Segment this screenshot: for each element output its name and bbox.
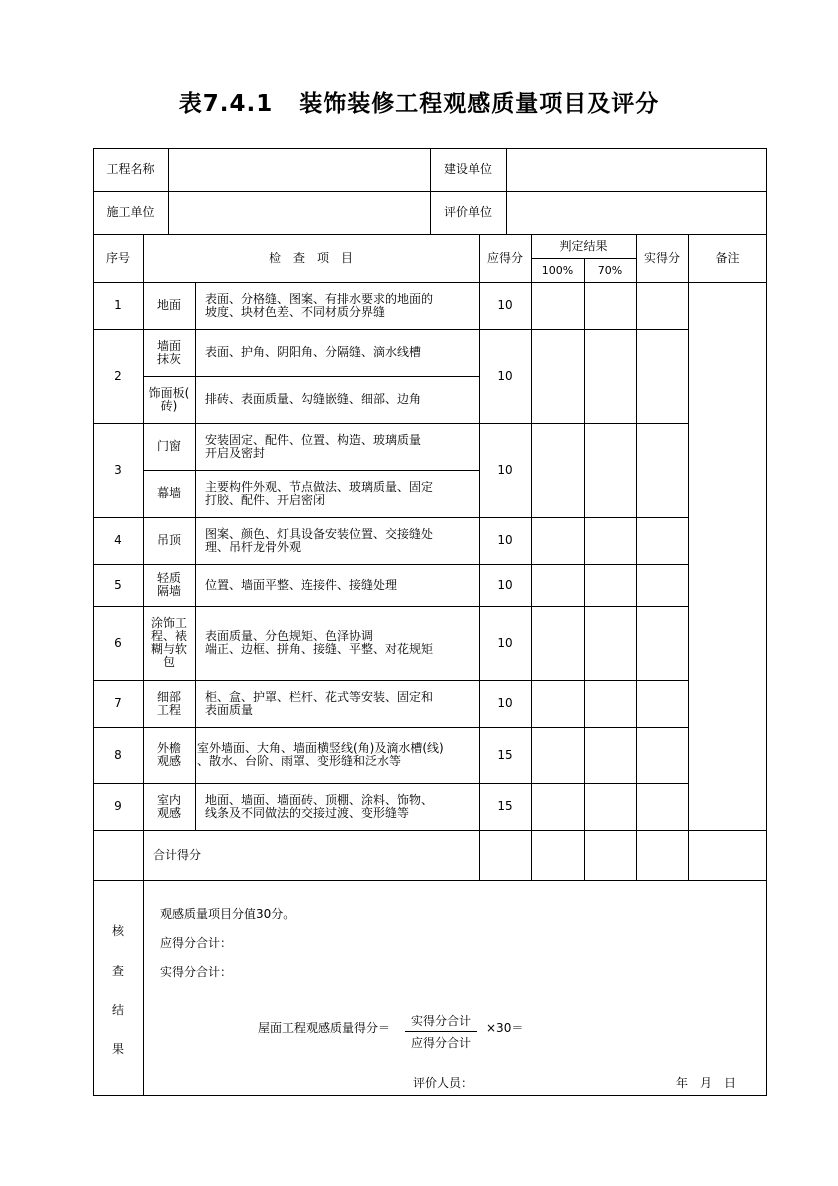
row-8-cat: 外檐 观感 <box>156 741 181 768</box>
row-7-seq: 7 <box>114 696 122 710</box>
row-3b-desc: 主要构件外观、节点做法、玻璃质量、固定 打胶、配件、开启密闭 <box>205 479 434 507</box>
col-actual: 实得分 <box>643 250 680 265</box>
formula-denominator: 应得分合计 <box>410 1036 471 1050</box>
row-8-desc: 室外墙面、大角、墙面横竖线(角)及滴水槽(线) 、散水、台阶、雨罩、变形缝和泛水等 <box>197 741 444 768</box>
col-remark: 备注 <box>715 250 740 265</box>
col-seq: 序号 <box>105 250 130 265</box>
formula-numerator: 实得分合计 <box>405 1012 477 1032</box>
row-6-score: 10 <box>497 635 513 650</box>
row-6-desc: 表面质量、分色规矩、色泽协调 端正、边框、拼角、接缝、平整、对花规矩 <box>205 629 434 656</box>
row-3a-cat: 门窗 <box>156 439 181 453</box>
row-6-seq: 6 <box>114 635 122 650</box>
row-4-score: 10 <box>497 533 513 547</box>
col-item: 检 查 项 目 <box>268 250 353 265</box>
row-3b-cat: 幕墙 <box>156 486 181 500</box>
row-8-score: 15 <box>497 747 513 762</box>
total-label: 合计得分 <box>153 847 202 862</box>
row-2b-desc: 排砖、表面质量、勾缝嵌缝、细部、边角 <box>205 392 422 406</box>
result-side-char-1: 核 <box>112 924 125 938</box>
row-2-seq: 2 <box>114 368 122 383</box>
row-2a-desc: 表面、护角、阴阳角、分隔缝、滴水线槽 <box>205 345 422 359</box>
col-100: 100% <box>541 263 574 277</box>
row-6-cat: 涂饰工 程、裱 糊与软 包 <box>150 616 187 669</box>
result-line-1: 观感质量项目分值30分。 <box>160 907 296 921</box>
row-9-seq: 9 <box>114 799 122 813</box>
result-side-char-4: 果 <box>112 1042 125 1056</box>
row-2b-cat: 饰面板( 砖) <box>148 385 190 413</box>
table-number: 表7.4.1 <box>178 91 274 117</box>
row-1-desc: 表面、分格缝、图案、有排水要求的地面的 坡度、块材色差、不同材质分界缝 <box>205 291 434 319</box>
row-7-desc: 柜、盒、护罩、栏杆、花式等安装、固定和 表面质量 <box>205 689 434 717</box>
col-judge: 判定结果 <box>559 238 608 253</box>
row-4-desc: 图案、颜色、灯具设备安装位置、交接缝处 理、吊杆龙骨外观 <box>205 526 434 554</box>
construct-unit-label: 施工单位 <box>106 205 155 219</box>
project-name-label: 工程名称 <box>106 162 155 176</box>
table-title: 装饰装修工程观感质量项目及评分 <box>299 91 660 117</box>
result-line-3: 实得分合计： <box>160 965 233 979</box>
result-side-char-2: 查 <box>112 964 125 978</box>
row-5-desc: 位置、墙面平整、连接件、接缝处理 <box>205 577 398 592</box>
result-line-2: 应得分合计： <box>160 936 233 950</box>
row-8-seq: 8 <box>114 747 122 762</box>
date-label: 年 月 日 <box>676 1076 737 1090</box>
row-3-score: 10 <box>497 462 513 477</box>
row-2-score: 10 <box>497 368 513 383</box>
row-4-cat: 吊顶 <box>156 533 181 547</box>
row-3a-desc: 安装固定、配件、位置、构造、玻璃质量 开启及密封 <box>205 432 422 460</box>
row-5-cat: 轻质 隔墙 <box>156 571 181 598</box>
row-7-score: 10 <box>497 696 513 710</box>
row-1-score: 10 <box>497 298 513 312</box>
formula-right: ×30＝ <box>486 1021 524 1035</box>
row-9-score: 15 <box>497 799 513 813</box>
row-7-cat: 细部 工程 <box>156 689 181 717</box>
col-70: 70% <box>597 263 623 277</box>
formula-left: 屋面工程观感质量得分＝ <box>258 1021 391 1035</box>
row-1-cat: 地面 <box>156 298 181 312</box>
row-5-score: 10 <box>497 577 513 592</box>
row-9-cat: 室内 观感 <box>156 792 181 820</box>
row-3-seq: 3 <box>114 462 122 477</box>
formula-fraction <box>405 1012 477 1051</box>
evaluate-unit-label: 评价单位 <box>443 205 492 219</box>
row-5-seq: 5 <box>114 577 122 592</box>
evaluator-label: 评价人员： <box>413 1076 474 1090</box>
build-unit-label: 建设单位 <box>443 162 492 176</box>
row-9-desc: 地面、墙面、墙面砖、顶棚、涂料、饰物、 线条及不同做法的交接过渡、变形缝等 <box>205 792 434 820</box>
row-4-seq: 4 <box>114 533 122 547</box>
col-expected: 应得分 <box>486 250 523 265</box>
row-2a-cat: 墙面 抹灰 <box>156 338 181 366</box>
row-1-seq: 1 <box>114 298 122 312</box>
result-side-char-3: 结 <box>112 1003 125 1017</box>
